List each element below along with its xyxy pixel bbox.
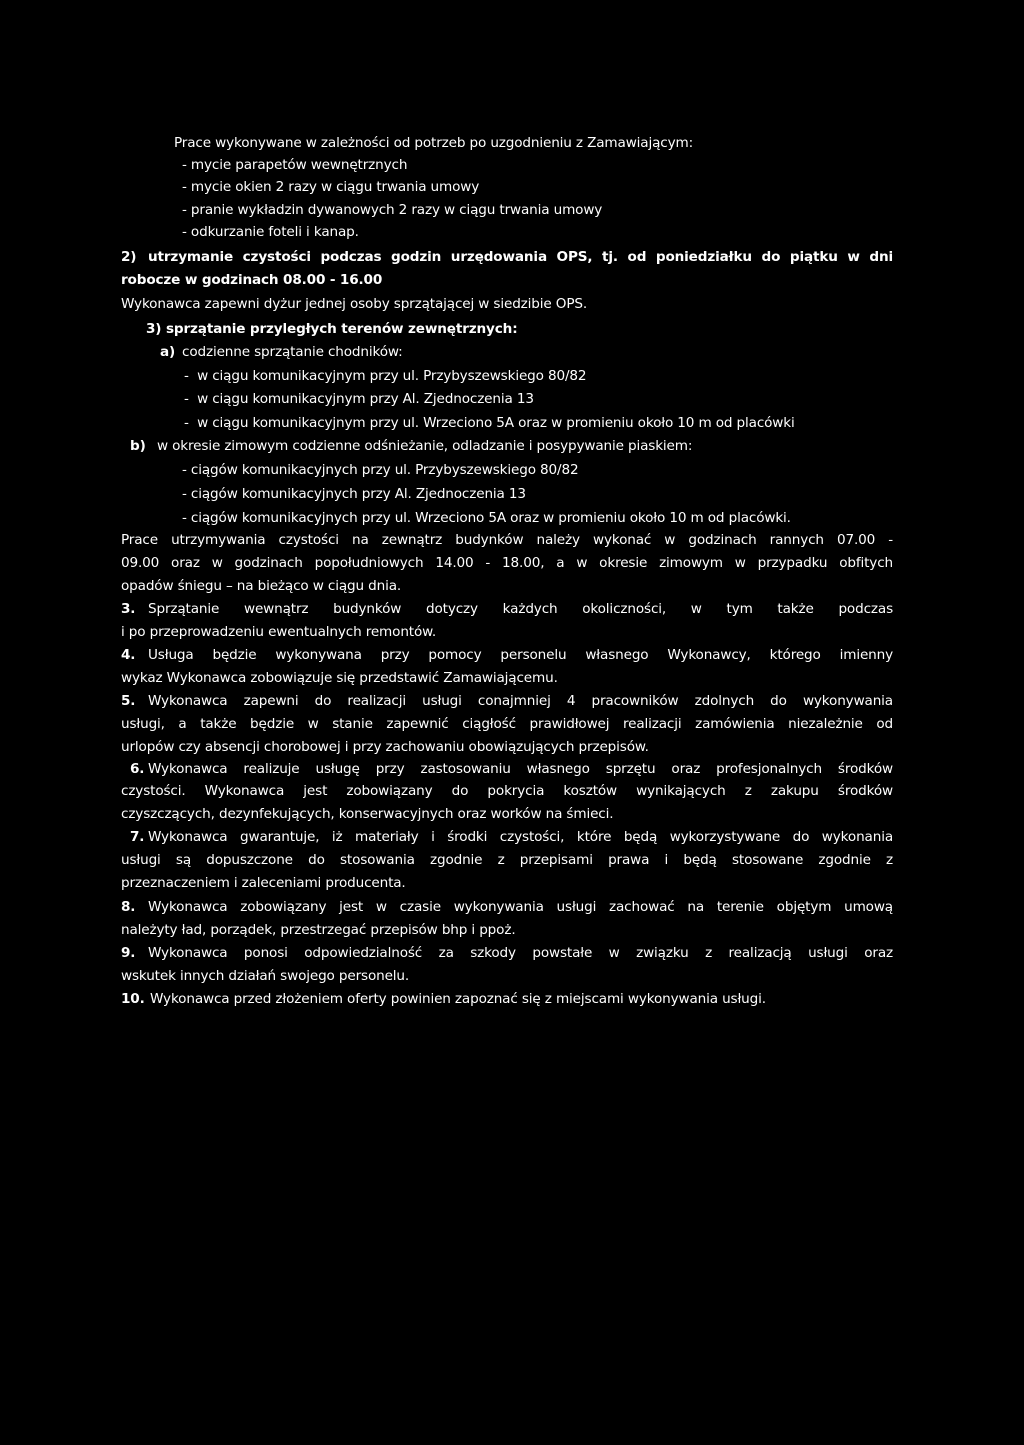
point-number: 4. bbox=[121, 647, 136, 663]
point-number: 3. bbox=[121, 601, 136, 617]
point-text-line: Wykonawca realizuje usługę przy zastosowaniu własnego sprzętu oraz profesjonalnych środków bbox=[148, 761, 893, 777]
list-item: - ciągów komunikacyjnych przy ul. Wrzeciono 5A oraz w promieniu około 10 m od placówki. bbox=[182, 510, 791, 526]
list-item: - ciągów komunikacyjnych przy ul. Przybyszewskiego 80/82 bbox=[182, 462, 579, 478]
subsection-b-label: b) bbox=[130, 438, 146, 454]
point-number: 9. bbox=[121, 945, 136, 961]
list-item: - ciągów komunikacyjnych przy Al. Zjednoczenia 13 bbox=[182, 486, 526, 502]
outdoor-hours-line: opadów śniegu – na bieżąco w ciągu dnia. bbox=[121, 578, 402, 594]
point-text-line: Wykonawca przed złożeniem oferty powinien zapoznać się z miejscami wykonywania usługi. bbox=[150, 991, 766, 1007]
point-number: 10. bbox=[121, 991, 145, 1007]
point-text-line: Wykonawca ponosi odpowiedzialność za szkody powstałe w związku z realizacją usługi oraz bbox=[148, 945, 893, 961]
point-text-line: Wykonawca zobowiązany jest w czasie wykonywania usługi zachować na terenie objętym umową bbox=[148, 899, 893, 915]
point-text-line: czyszczących, dezynfekujących, konserwacyjnych oraz worków na śmieci. bbox=[121, 806, 614, 822]
subsection-b-text: w okresie zimowym codzienne odśnieżanie, odladzanie i posypywanie piaskiem: bbox=[157, 438, 693, 454]
list-item: - w ciągu komunikacyjnym przy ul. Wrzeciono 5A oraz w promieniu około 10 m od placówki bbox=[184, 415, 795, 431]
intro-item: - odkurzanie foteli i kanap. bbox=[182, 224, 359, 240]
subsection-a-text: codzienne sprzątanie chodników: bbox=[182, 344, 403, 360]
point-text-line: wskutek innych działań swojego personelu. bbox=[121, 968, 410, 984]
point-text-line: Wykonawca gwarantuje, iż materiały i środki czystości, które będą wykorzystywane do wykonania bbox=[148, 829, 893, 845]
point-text-line: Wykonawca zapewni do realizacji usługi conajmniej 4 pracowników zdolnych do wykonywania bbox=[148, 693, 893, 709]
outdoor-hours-line: 09.00 oraz w godzinach popołudniowych 14.00 - 18.00, a w okresie zimowym w przypadku obfitych bbox=[121, 555, 893, 571]
section-3-heading: 3) sprzątanie przyległych terenów zewnętrznych: bbox=[146, 321, 518, 337]
point-text-line: urlopów czy absencji chorobowej i przy zachowaniu obowiązujących przepisów. bbox=[121, 739, 649, 755]
intro-heading: Prace wykonywane w zależności od potrzeb po uzgodnieniu z Zamawiającym: bbox=[174, 135, 694, 151]
point-number: 8. bbox=[121, 899, 136, 915]
section-2-number: 2) bbox=[121, 249, 137, 265]
point-number: 6. bbox=[130, 761, 145, 777]
point-text-line: Sprzątanie wewnątrz budynków dotyczy każdych okoliczności, w tym także podczas bbox=[148, 601, 893, 617]
point-text-line: wykaz Wykonawca zobowiązuje się przedstawić Zamawiającemu. bbox=[121, 670, 558, 686]
point-text-line: przeznaczeniem i zaleceniami producenta. bbox=[121, 875, 406, 891]
section-2-heading-line: utrzymanie czystości podczas godzin urzędowania OPS, tj. od poniedziałku do piątku w dni bbox=[148, 249, 893, 265]
list-item: - w ciągu komunikacyjnym przy ul. Przybyszewskiego 80/82 bbox=[184, 368, 587, 384]
intro-item: - pranie wykładzin dywanowych 2 razy w ciągu trwania umowy bbox=[182, 202, 603, 218]
point-text-line: Usługa będzie wykonywana przy pomocy personelu własnego Wykonawcy, którego imienny bbox=[148, 647, 893, 663]
subsection-a-label: a) bbox=[160, 344, 176, 360]
intro-item: - mycie parapetów wewnętrznych bbox=[182, 157, 408, 173]
point-text-line: i po przeprowadzeniu ewentualnych remontów. bbox=[121, 624, 437, 640]
point-text-line: usługi są dopuszczone do stosowania zgodnie z przepisami prawa i będą stosowane zgodnie z bbox=[121, 852, 893, 868]
point-number: 7. bbox=[130, 829, 145, 845]
section-2-note: Wykonawca zapewni dyżur jednej osoby sprzątającej w siedzibie OPS. bbox=[121, 296, 588, 312]
point-text-line: czystości. Wykonawca jest zobowiązany do pokrycia kosztów wynikających z zakupu środków bbox=[121, 783, 893, 799]
outdoor-hours-line: Prace utrzymywania czystości na zewnątrz budynków należy wykonać w godzinach rannych 07.00 - bbox=[121, 532, 893, 548]
list-item: - w ciągu komunikacyjnym przy Al. Zjednoczenia 13 bbox=[184, 391, 534, 407]
point-number: 5. bbox=[121, 693, 136, 709]
point-text-line: usługi, a także będzie w stanie zapewnić ciągłość prawidłowej realizacji zamówienia niezależnie od bbox=[121, 716, 893, 732]
intro-item: - mycie okien 2 razy w ciągu trwania umowy bbox=[182, 179, 480, 195]
section-2-heading-line: robocze w godzinach 08.00 - 16.00 bbox=[121, 272, 383, 288]
point-text-line: należyty ład, porządek, przestrzegać przepisów bhp i ppoż. bbox=[121, 922, 516, 938]
